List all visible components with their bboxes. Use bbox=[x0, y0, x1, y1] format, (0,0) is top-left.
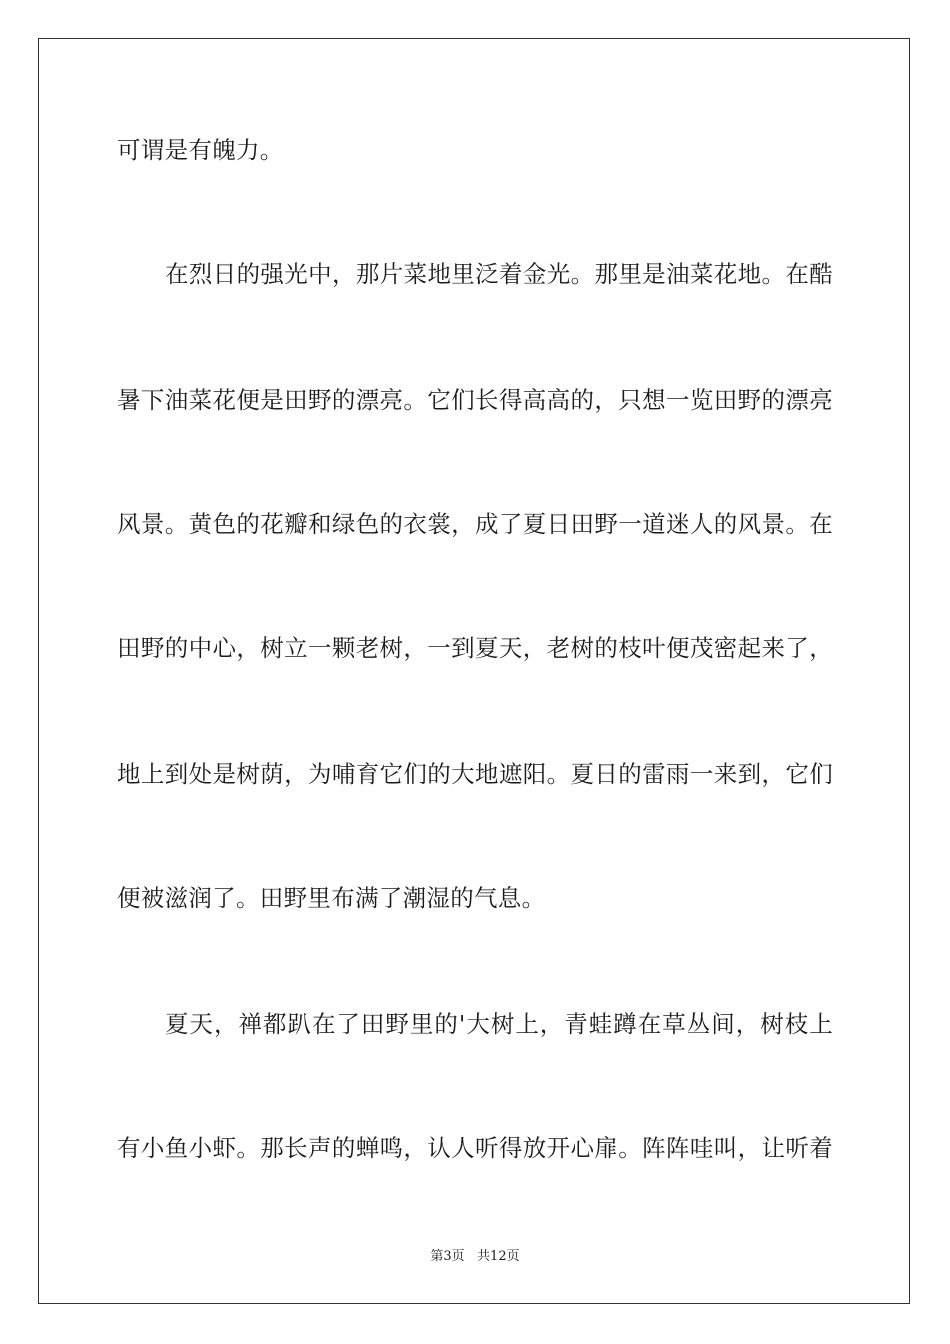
text-line-9: 有小鱼小虾。那长声的蝉鸣，认人听得放开心扉。阵阵哇叫，让听着 bbox=[117, 1134, 833, 1162]
text-line-7: 便被滋润了。田野里布满了潮湿的气息。 bbox=[117, 884, 546, 912]
page-number-footer: 第3页 共12页 bbox=[430, 1249, 520, 1264]
text-line-4: 风景。黄色的花瓣和绿色的衣裳，成了夏日田野一道迷人的风景。在 bbox=[117, 510, 833, 538]
page-border bbox=[38, 38, 910, 1304]
text-line-6: 地上到处是树荫，为哺育它们的大地遮阳。夏日的雷雨一来到，它们 bbox=[117, 760, 833, 788]
text-line-5: 田野的中心，树立一颗老树，一到夏天，老树的枝叶便茂密起来了， bbox=[117, 634, 833, 662]
text-line-2: 在烈日的强光中，那片菜地里泛着金光。那里是油菜花地。在酷 bbox=[165, 260, 833, 288]
text-line-3: 暑下油菜花便是田野的漂亮。它们长得高高的，只想一览田野的漂亮 bbox=[117, 386, 833, 414]
text-line-1: 可谓是有魄力。 bbox=[117, 136, 284, 164]
text-line-8: 夏天，禅都趴在了田野里的'大树上，青蛙蹲在草丛间，树枝上 bbox=[165, 1010, 833, 1038]
